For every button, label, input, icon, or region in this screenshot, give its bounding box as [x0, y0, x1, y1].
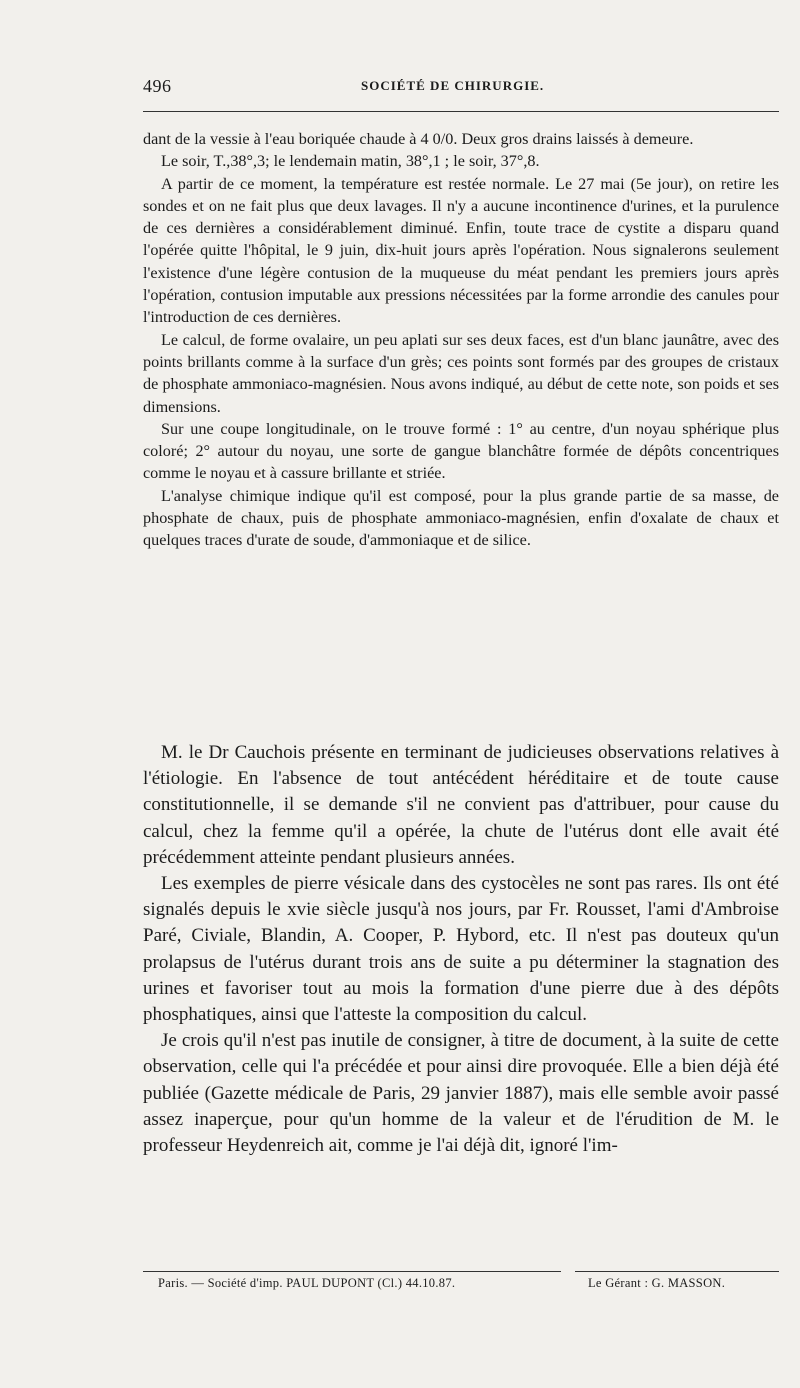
paragraph: L'analyse chimique indique qu'il est composé, pour la plus grande partie de sa masse, de phosphate de chaux, puis de phosphate ammoniaco-magnésien, enfin d'oxalate de chaux et quelques traces d'urate de soude, d'ammoniaque et de silice.	[143, 486, 779, 550]
paragraph: Les exemples de pierre vésicale dans des cystocèles ne sont pas rares. Ils ont été signalés depuis le xvie siècle jusqu'à nos jours, par Fr. Rousset, l'ami d'Ambroise Paré, Civiale, Blandin, A. Cooper, P. Hybord, etc. Il n'est pas douteux qu'un prolapsus de l'utérus durant trois ans de suite a pu déterminer la stagnation des urines et favoriser tout au mois la formation d'une pierre due à des dépôts phosphatiques, ainsi que l'atteste la composition du calcul.	[143, 873, 779, 1026]
paragraph: M. le Dr Cauchois présente en terminant de judicieuses observations relatives à l'étiologie. En l'absence de tout antécédent héréditaire et de toute cause constitutionnelle, il se demande s'il ne convient pas d'attribuer, pour cause du calcul, chez la femme qu'il a opérée, la chute de l'utérus dont elle avait été précédemment atteinte pendant plusieurs années.	[143, 742, 779, 868]
footer-rule	[575, 1271, 779, 1272]
small-text-block	[143, 128, 779, 552]
paragraph: Sur une coupe longitudinale, on le trouve formé : 1° au centre, d'un noyau sphérique plus coloré; 2° autour du noyau, une sorte de gangue blanchâtre formée de dépôts concentriques comme le noyau et à cassure brillante et striée.	[143, 419, 779, 483]
paragraph: Je crois qu'il n'est pas inutile de consigner, à titre de document, à la suite de cette observation, celle qui l'a précédée et pour ainsi dire provoquée. Elle a bien déjà été publiée (Gazette médicale de Paris, 29 janvier 1887), mais elle semble avoir passé assez inaperçue, pour qu'un homme de la valeur et de l'érudition de M. le professeur Heydenreich ait, comme je l'ai déjà dit, ignoré l'im-	[143, 1030, 779, 1157]
printer-imprint: Paris. — Société d'imp. PAUL DUPONT (Cl.) 44.10.87.	[158, 1276, 456, 1290]
paragraph: Le calcul, de forme ovalaire, un peu aplati sur ses deux faces, est d'un blanc jaunâtre, avec des points brillants comme à la surface d'un grès; ces points sont formés par des groupes de cristaux de phosphate ammoniaco-magnésien. Nous avons indiqué, au début de cette note, son poids et ses dimensions.	[143, 330, 779, 416]
paragraph: dant de la vessie à l'eau boriquée chaude à 4 0/0. Deux gros drains laissés à demeure.	[143, 130, 694, 148]
page-header	[143, 76, 779, 98]
large-text-block	[143, 740, 779, 1159]
paragraph: Le soir, T.,38°,3; le lendemain matin, 38°,1 ; le soir, 37°,8.	[161, 152, 540, 171]
page-number: 496	[143, 76, 172, 96]
publisher-manager: Le Gérant : G. MASSON.	[588, 1276, 726, 1290]
header-rule	[143, 111, 779, 112]
running-title: SOCIÉTÉ DE CHIRURGIE.	[361, 78, 545, 93]
paragraph: A partir de ce moment, la température est restée normale. Le 27 mai (5e jour), on retire les sondes et on ne fait plus que deux lavages. Il n'y a aucune incontinence d'urines, et la purulence de ces dernières a considérablement diminué. Enfin, toute trace de cystite a disparu quand l'opérée quitte l'hôpital, le 9 juin, dix-huit jours après l'opération. Nous signalerons seulement l'existence d'une légère contusion de la muqueuse du méat pendant les premiers jours après l'opération, contusion imputable aux pressions nécessitées par la forme arrondie des canules pour l'introduction de ces dernières.	[143, 174, 779, 327]
footer-rule	[143, 1271, 561, 1272]
